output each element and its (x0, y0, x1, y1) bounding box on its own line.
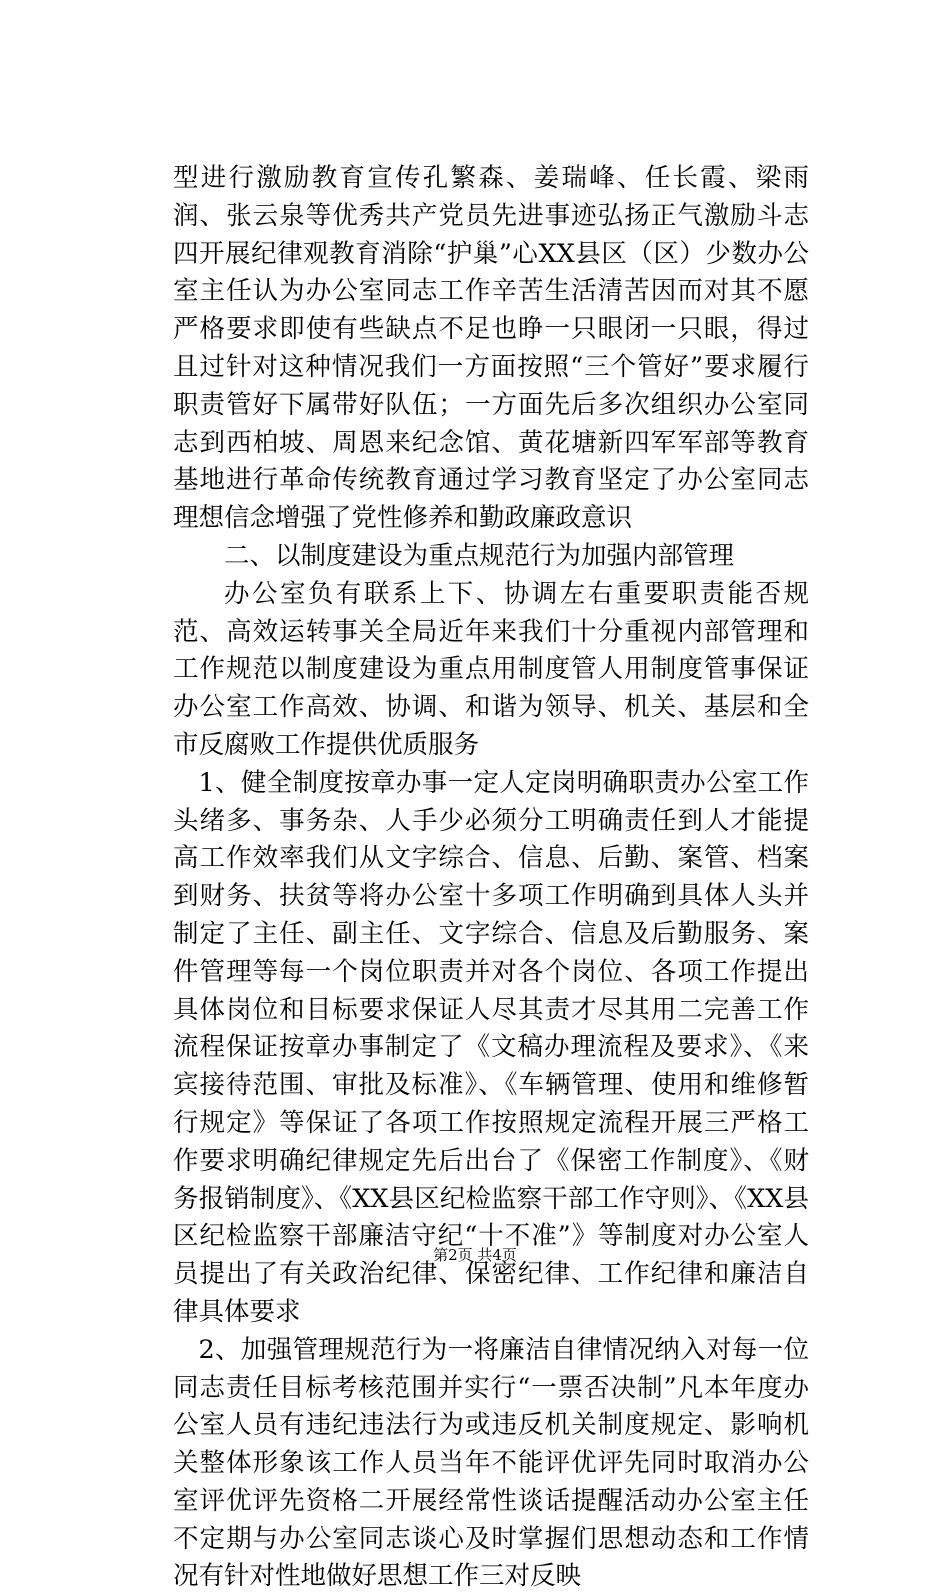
document-body (173, 160, 809, 1596)
paragraph-item-1: 1、健全制度按章办事一定人定岗明确职责办公室工作头绪多、事务杂、人手少必须分工明确责任到人才能提高工作效率我们从文字综合、信息、后勤、案管、档案到财务、扶贫等将办公室十多项工作明确到具体人头并制定了主任、副主任、文字综合、信息及后勤服务、案件管理等每一个岗位职责并对各个岗位、各项工作提出具体岗位和目标要求保证人尽其责才尽其用二完善工作流程保证按章办事制定了《文稿办理流程及要求》、《来宾接待范围、审批及标准》、《车辆管理、使用和维修暂行规定》等保证了各项工作按照规定流程开展三严格工作要求明确纪律规定先后出台了《保密工作制度》、《财务报销制度》、《XX县区纪检监察干部工作守则》、《XX县区纪检监察干部廉洁守纪“十不准”》等制度对办公室人员提出了有关政治纪律、保密纪律、工作纪律和廉洁自律具体要求 (173, 767, 809, 1327)
section-heading: 二、以制度建设为重点规范行为加强内部管理 (224, 540, 735, 571)
page-footer: 第2页 共4页 (433, 1246, 517, 1264)
paragraph-item-2: 2、加强管理规范行为一将廉洁自律情况纳入对每一位同志责任目标考核范围并实行“一票否决制”凡本年度办公室人员有违纪违法行为或违反机关制度规定、影响机关整体形象该工作人员当年不能评优评先同时取消办公室评优评先资格二开展经常性谈话提醒活动办公室主任不定期与办公室同志谈心及时掌握们思想动态和工作情况有针对性地做好思想工作三对反映 (173, 1334, 809, 1592)
paragraph-office-management: 办公室负有联系上下、协调左右重要职责能否规范、高效运转事关全局近年来我们十分重视内部管理和工作规范以制度建设为重点用制度管人用制度管事保证办公室工作高效、协调、和谐为领导、机关、基层和全市反腐败工作提供优质服务 (173, 578, 809, 760)
paragraph-continued: 型进行激励教育宣传孔繁森、姜瑞峰、任长霞、梁雨润、张云泉等优秀共产党员先进事迹弘扬正气激励斗志四开展纪律观教育消除“护巢”心XX县区（区）少数办公室主任认为办公室同志工作辛苦生活清苦因而对其不愿严格要求即使有些缺点不足也睁一只眼闭一只眼，得过且过针对这种情况我们一方面按照“三个管好”要求履行职责管好下属带好队伍；一方面先后多次组织办公室同志到西柏坡、周恩来纪念馆、黄花塘新四军军部等教育基地进行革命传统教育通过学习教育坚定了办公室同志理想信念增强了党性修养和勤政廉政意识 (173, 163, 809, 534)
